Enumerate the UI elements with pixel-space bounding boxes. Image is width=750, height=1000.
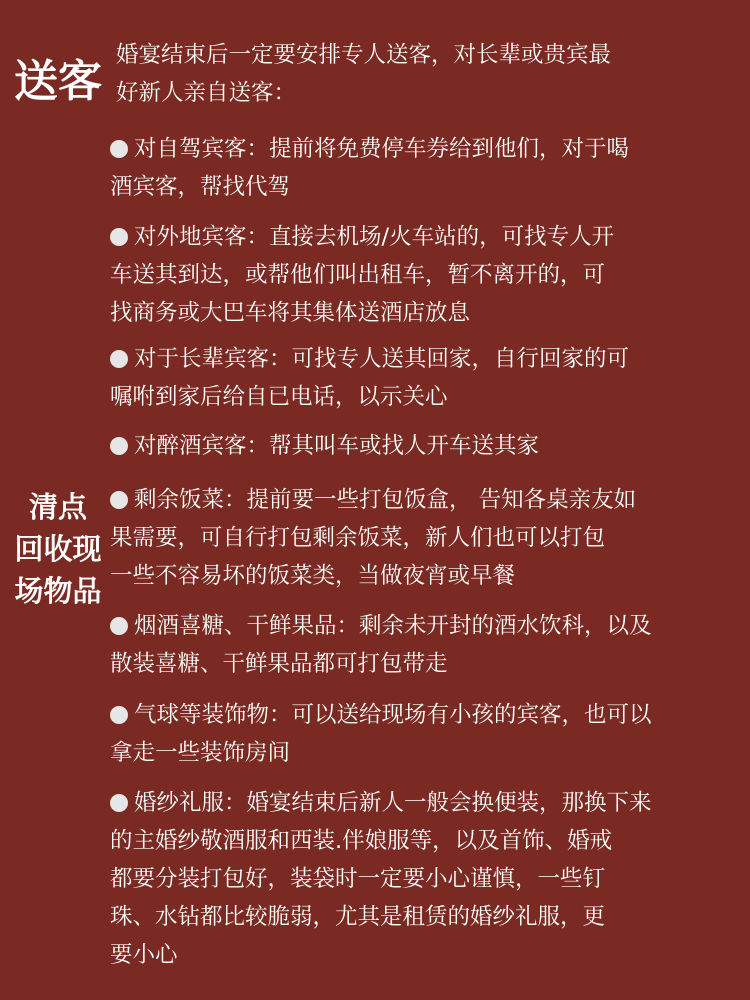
list-item-self-drive [110, 130, 734, 206]
list-item-decorations [110, 696, 734, 772]
list-item-wedding-dress [110, 784, 734, 974]
item-text-cont: 要小心 [110, 942, 178, 968]
list-item-drunk [110, 427, 734, 465]
send-guests-intro [116, 36, 736, 112]
item-text-cont: 都要分装打包好，装袋时一定要小心谨慎，一些钉 [110, 866, 606, 892]
item-text-cont: 车送其到达，或帮他们叫出租车，暂不离开的，可 [110, 262, 606, 288]
bullet-icon [110, 706, 128, 724]
title-line: 回收现 [14, 532, 102, 566]
title-line: 场物品 [14, 574, 102, 608]
bullet-icon [110, 437, 128, 455]
item-text: 对自驾宾客：提前将免费停车券给到他们，对于喝 [134, 136, 630, 162]
item-text-cont: 嘱咐到家后给自已电话，以示关心 [110, 384, 448, 410]
section-title-clean-up [8, 486, 108, 612]
item-text: 气球等装饰物：可以送给现场有小孩的宾客，也可以 [134, 702, 652, 728]
item-text-cont: 散装喜糖、干鲜果品都可打包带走 [110, 651, 448, 677]
item-text: 对于长辈宾客：可找专人送其回家，自行回家的可 [134, 346, 630, 372]
bullet-icon [110, 228, 128, 246]
title-line: 清点 [28, 490, 87, 524]
item-text-cont: 酒宾客，帮找代驾 [110, 174, 291, 200]
bullet-icon [110, 350, 128, 368]
list-item-leftover-food [110, 481, 734, 595]
bullet-icon [110, 491, 128, 509]
section-title-send-guests: 送客 [14, 56, 102, 107]
bullet-icon [110, 140, 128, 158]
list-item-elders [110, 340, 734, 416]
item-text: 剩余饭菜：提前要一些打包饭盒， 告知各桌亲友如 [134, 487, 637, 513]
item-text-cont: 一些不容易坏的饭菜类，当做夜宵或早餐 [110, 563, 516, 589]
item-text-cont: 的主婚纱敬酒服和西装.伴娘服等，以及首饰、婚戒 [110, 828, 613, 854]
intro-line: 婚宴结束后一定要安排专人送客，对长辈或贵宾最 [116, 42, 612, 68]
bullet-icon [110, 794, 128, 812]
bullet-icon [110, 617, 128, 635]
item-text-cont: 找商务或大巴车将其集体送酒店放息 [110, 300, 471, 326]
item-text: 对外地宾客：直接去机场/火车站的，可找专人开 [134, 224, 615, 250]
item-text-cont: 果需要，可自行打包剩余饭菜，新人们也可以打包 [110, 525, 606, 551]
list-item-tobacco-candy [110, 607, 734, 683]
intro-line: 好新人亲自送客： [116, 80, 297, 106]
item-text: 对醉酒宾客：帮其叫车或找人开车送其家 [134, 433, 540, 459]
item-text-cont: 拿走一些装饰房间 [110, 740, 291, 766]
item-text: 婚纱礼服：婚宴结束后新人一般会换便装，那换下来 [134, 790, 652, 816]
list-item-out-of-town [110, 218, 734, 332]
item-text-cont: 珠、水钻都比较脆弱，尤其是租赁的婚纱礼服，更 [110, 904, 606, 930]
item-text: 烟酒喜糖、干鲜果品：剩余未开封的酒水饮科，以及 [134, 613, 652, 639]
